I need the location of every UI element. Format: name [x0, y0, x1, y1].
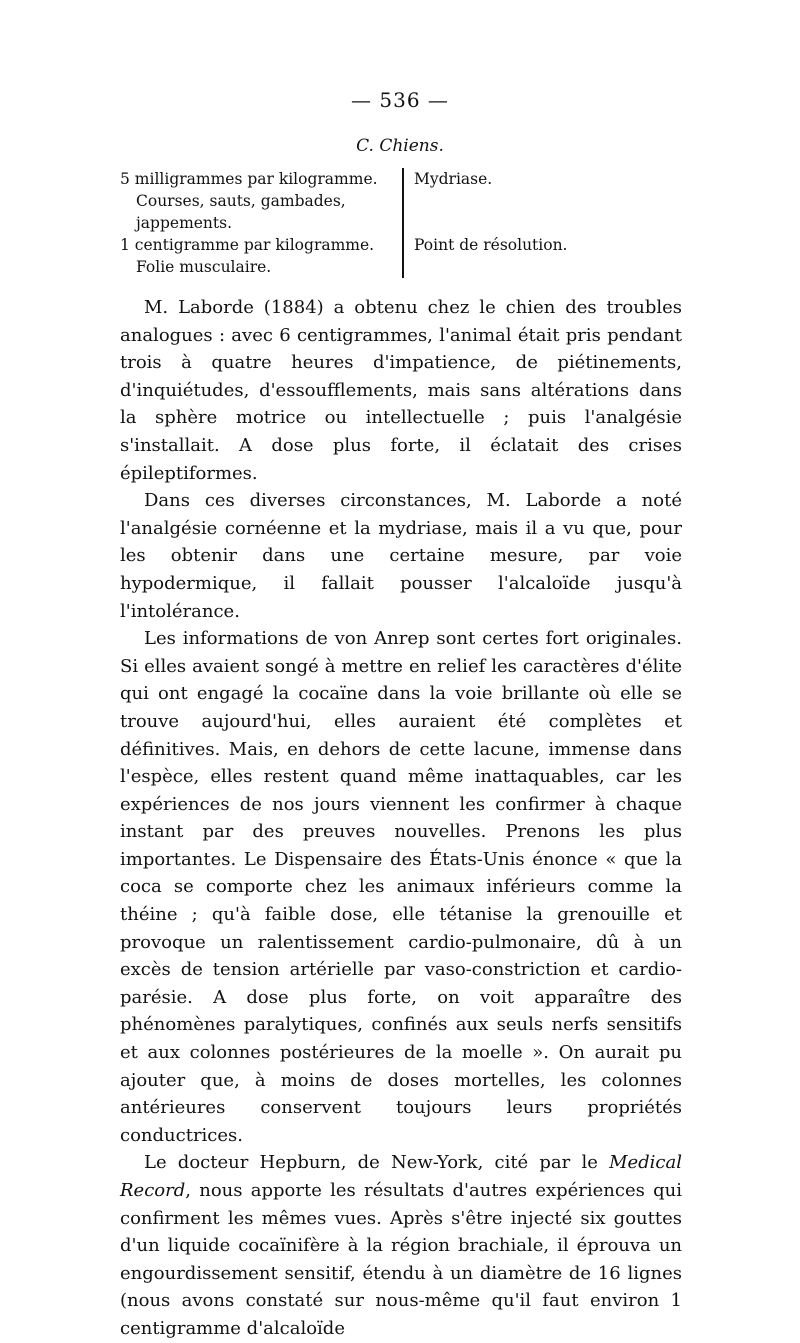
dose-amount: 1 centigramme par kilogramme. — [120, 236, 375, 254]
dose-row — [120, 168, 720, 234]
paragraph: Les informations de von Anrep sont certes fort originales. Si elles avaient songé à mettre en relief les caractères d'élite qui ont engagé la cocaïne dans la voie brillante où elle se trouve aujourd'hui, elles auraient été complètes et définitives. Mais, en dehors de cette lacune, immense dans l'espèce, elles restent quand même inattaquables, car les expériences de nos jours viennent les confirmer à chaque instant par des preuves nouvelles. Prenons les plus importantes. Le Dispensaire des États-Unis énonce « que la coca se comporte chez les animaux inférieurs comme la théine ; qu'à faible dose, elle tétanise la grenouille et provoque un ralentissement cardio-pulmonaire, dû à un excès de tension artérielle par vaso-constriction et cardio-parésie. A dose plus forte, on voit apparaître des phénomènes paralytiques, confinés aux seuls nerfs sensitifs et aux colonnes postérieures de la moelle ». On aurait pu ajouter que, à moins de doses mortelles, les colonnes antérieures conservent toujours leurs propriétés conductrices. — [120, 628, 682, 1146]
section-title: C. Chiens. — [356, 136, 444, 156]
paragraph — [120, 1149, 682, 1342]
page-number: — 536 — — [351, 88, 449, 112]
body-text — [120, 294, 682, 1343]
dose-cell — [120, 234, 380, 278]
dose-effect: Point de résolution. — [402, 234, 568, 278]
dose-amount: 5 milligrammes par kilogramme. — [120, 170, 378, 188]
journal-title: Medical Record — [120, 1152, 682, 1201]
dose-effect: Mydriase. — [402, 168, 492, 234]
paragraph-text: Le docteur Hepburn, de New-York, cité par le — [144, 1152, 610, 1174]
dose-cell — [120, 168, 380, 234]
paragraph: Dans ces diverses circonstances, M. Laborde a noté l'analgésie cornéenne et la mydriase, mais il a vu que, pour les obtenir dans une certaine mesure, par voie hypodermique, il fallait pousser l'alcaloïde jusqu'à l'intolérance. — [120, 490, 682, 622]
dose-row — [120, 234, 720, 278]
dose-detail: Folie musculaire. — [136, 258, 272, 276]
dose-table — [120, 168, 720, 278]
paragraph: M. Laborde (1884) a obtenu chez le chien des troubles analogues : avec 6 centigrammes, l'animal était pris pendant trois à quatre heures d'impatience, de piétinements, d'inquiétudes, d'essoufflements, mais sans altérations dans la sphère motrice ou intellectuelle ; puis l'analgésie s'installait. A dose plus forte, il éclatait des crises épileptiformes. — [120, 297, 682, 484]
dose-detail: Courses, sauts, gambades, jappements. — [136, 192, 346, 232]
paragraph-text: , nous apporte les résultats d'autres expériences qui confirment les mêmes vues. Après s'être injecté six gouttes d'un liquide cocaïnifère à la région brachiale, il éprouva un engourdissement sensitif, étendu à un diamètre de 16 lignes (nous avons constaté sur nous-même qu'il faut environ 1 centigramme d'alcaloïde — [120, 1180, 682, 1339]
